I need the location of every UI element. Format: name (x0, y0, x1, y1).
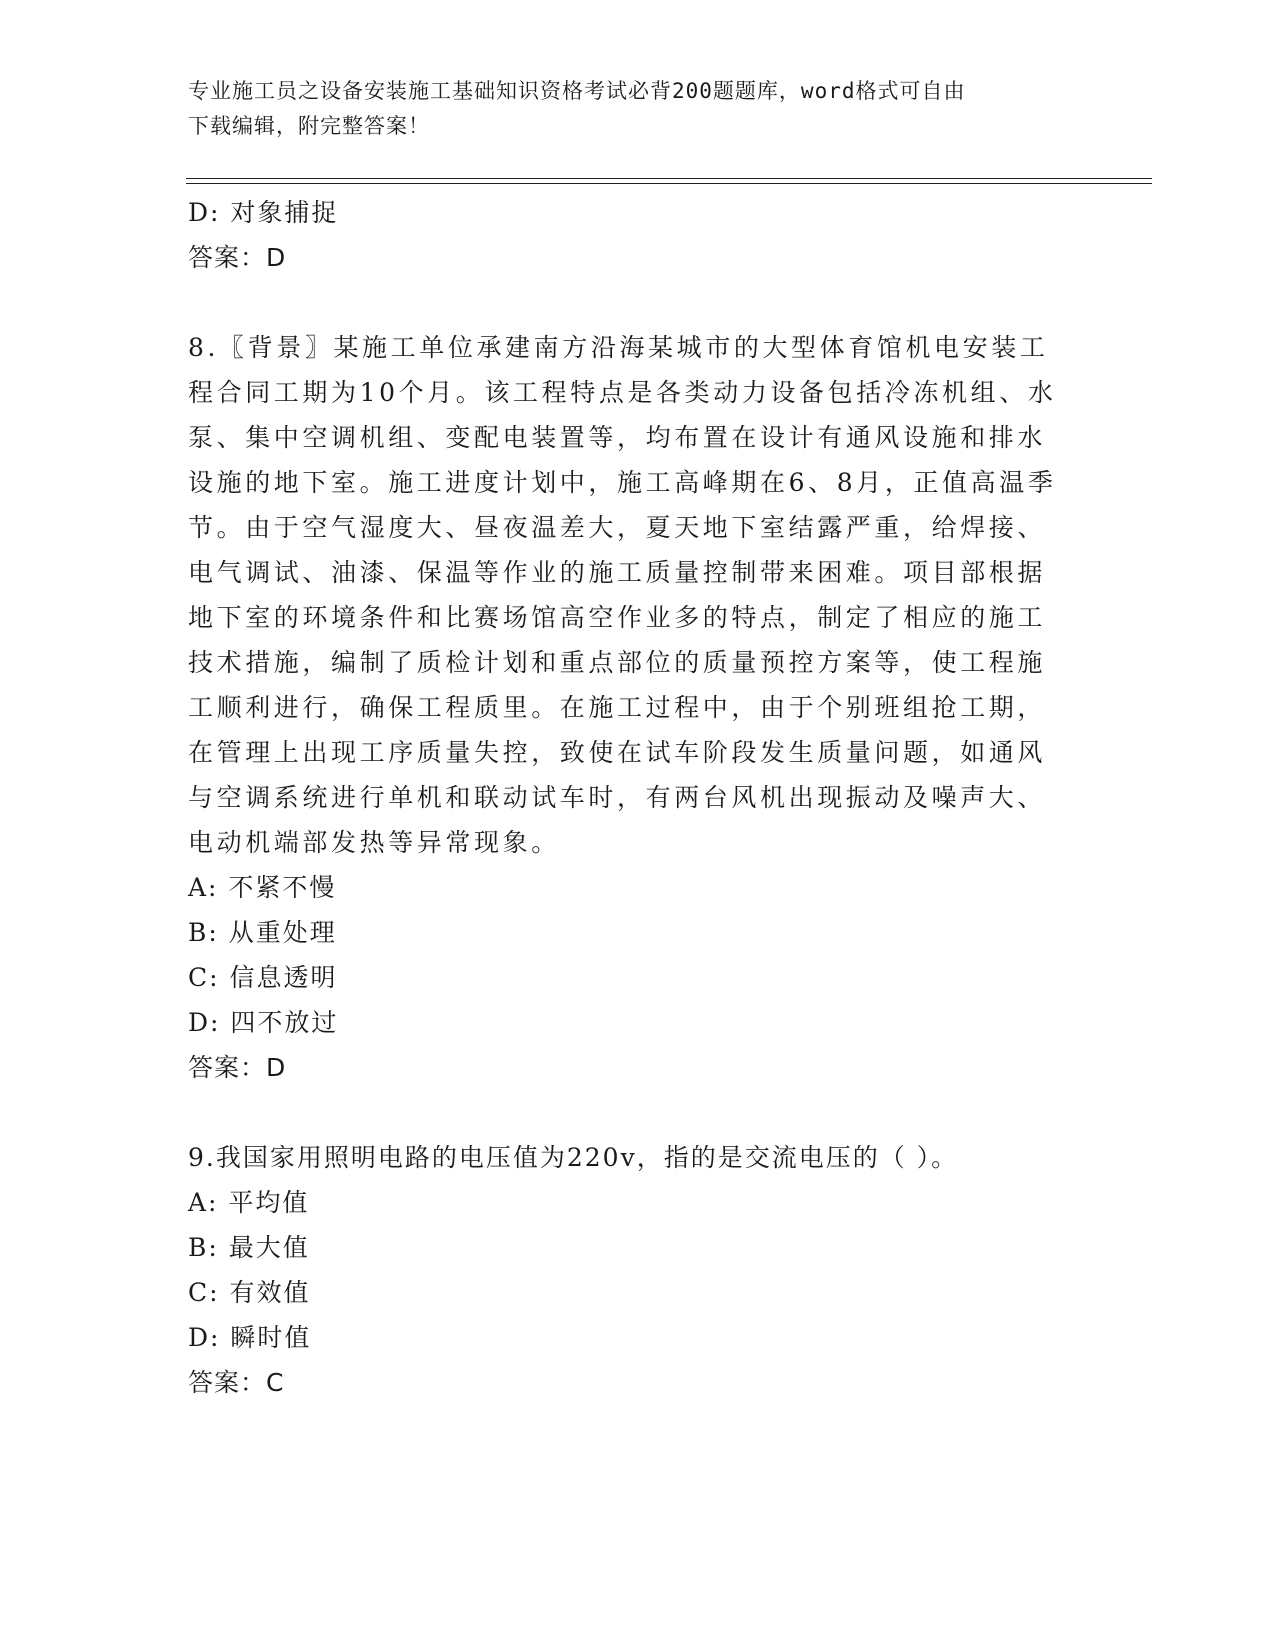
spacer (188, 1090, 1088, 1135)
question-8-stem: 8.〖背景〗某施工单位承建南方沿海某城市的大型体育馆机电安装工程合同工期为10个月。该工程特点是各类动力设备包括冷冻机组、水泵、集中空调机组、变配电装置等，均布置在设计有通风设施和排水设施的地下室。施工进度计划中，施工高峰期在6、8月，正值高温季节。由于空气湿度大、昼夜温差大，夏天地下室结露严重，给焊接、电气调试、油漆、保温等作业的施工质量控制带来困难。项目部根据地下室的环境条件和比赛场馆高空作业多的特点，制定了相应的施工技术措施，编制了质检计划和重点部位的质量预控方案等，使工程施工顺利进行，确保工程质里。在施工过程中，由于个别班组抢工期，在管理上出现工序质量失控，致使在试车阶段发生质量问题，如通风与空调系统进行单机和联动试车时，有两台风机出现振动及噪声大、电动机端部发热等异常现象。 (188, 333, 1057, 857)
question-8-option-b: B: 从重处理 (188, 918, 337, 947)
header-line-2: 下载编辑，附完整答案！ (188, 114, 430, 138)
document-header (188, 74, 1088, 144)
question-9-option-c: C: 有效值 (188, 1278, 311, 1307)
spacer (188, 280, 1088, 325)
header-divider-bottom (186, 183, 1152, 184)
question-9-option-a: A: 平均值 (188, 1188, 310, 1217)
header-line-1: 专业施工员之设备安装施工基础知识资格考试必背200题题库，word格式可自由 (188, 79, 966, 103)
question-9-option-d: D: 瞬时值 (188, 1323, 312, 1352)
question-8-option-c: C: 信息透明 (188, 963, 338, 992)
header-divider-top (186, 178, 1152, 179)
question-9-stem: 9.我国家用照明电路的电压值为220v，指的是交流电压的（ ）。 (188, 1143, 959, 1172)
prev-option-d: D: 对象捕捉 (188, 198, 339, 227)
question-8-option-a: A: 不紧不慢 (188, 873, 337, 902)
question-8-option-d: D: 四不放过 (188, 1008, 339, 1037)
question-9-answer: 答案：C (188, 1368, 285, 1397)
document-body (188, 190, 1088, 1405)
prev-answer: 答案：D (188, 243, 287, 272)
question-8-answer: 答案：D (188, 1053, 287, 1082)
question-9-option-b: B: 最大值 (188, 1233, 310, 1262)
